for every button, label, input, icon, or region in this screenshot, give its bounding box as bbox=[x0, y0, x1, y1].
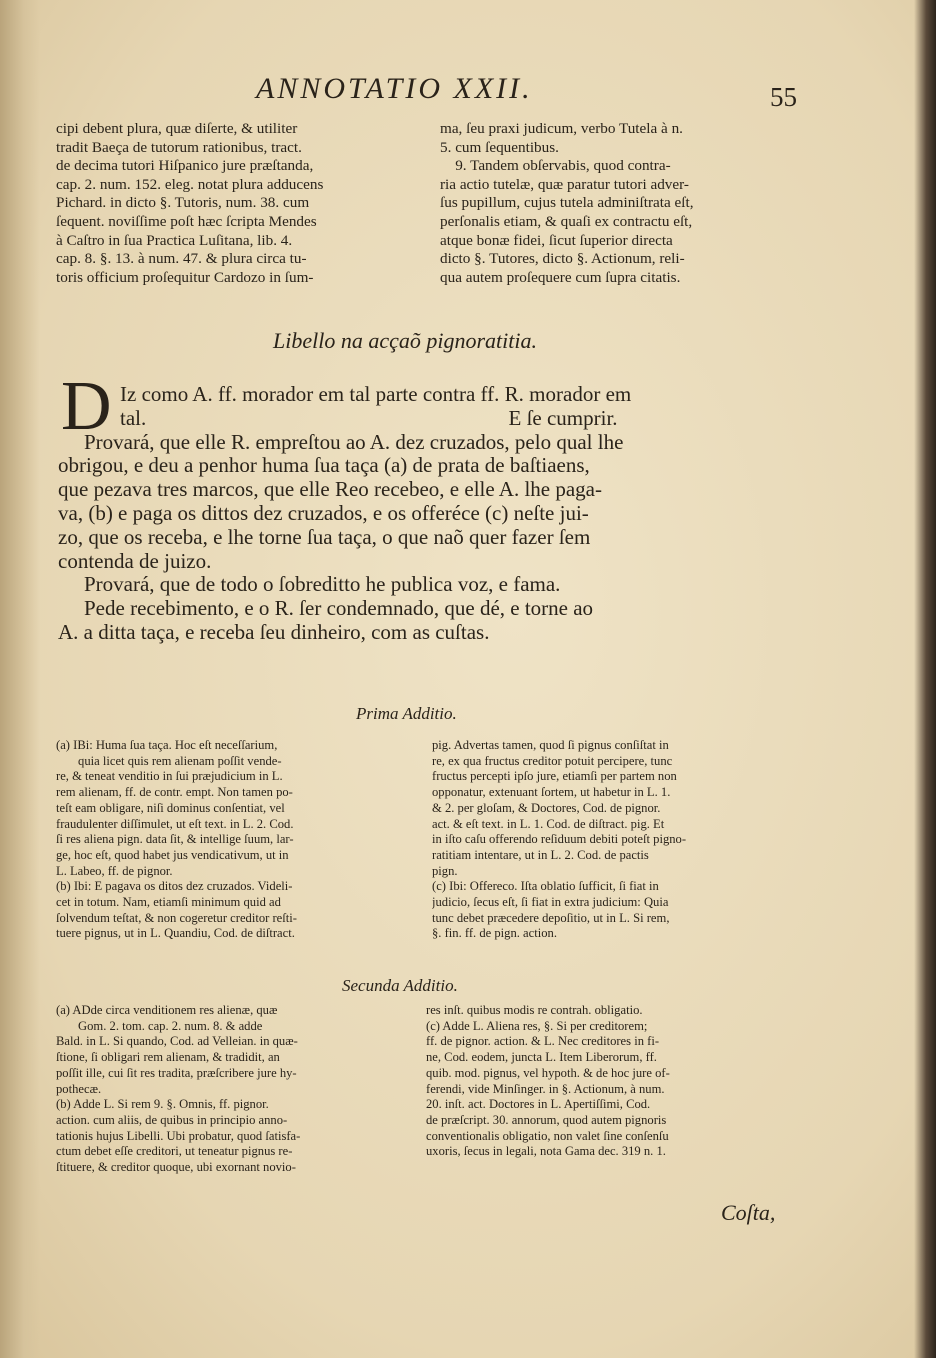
text-line: §. fin. ff. de pign. action. bbox=[432, 926, 557, 941]
drop-cap: D bbox=[61, 368, 112, 445]
text-line: dicto §. Tutores, dicto §. Actionum, reli- bbox=[440, 250, 685, 268]
libello-line: Iz como A. ff. morador em tal parte contra ff. R. morador em bbox=[120, 382, 632, 406]
text-line: perſonalis etiam, & quaſi ex contractu eſt, bbox=[440, 212, 693, 230]
second-addition-title: Secunda Additio. bbox=[342, 976, 458, 995]
first-addition-title: Prima Additio. bbox=[356, 704, 457, 723]
text-line: ff. de pignor. action. & L. Nec creditores in fi- bbox=[426, 1034, 660, 1049]
text-line: poſſit ille, cui ſit res tradita, præſcribere jure hy- bbox=[56, 1065, 297, 1080]
text-line: re, ex qua fructus creditor potuit percipere, tunc bbox=[432, 753, 673, 768]
page-number: 55 bbox=[770, 82, 797, 112]
text-line: de decima tutori Hiſpanico jure præſtanda, bbox=[56, 157, 314, 175]
text-line: Gom. 2. tom. cap. 2. num. 8. & adde bbox=[56, 1018, 263, 1033]
text-line: pign. bbox=[432, 863, 458, 878]
text-line: cap. 8. §. 13. à num. 47. & plura circa tu- bbox=[56, 250, 307, 268]
catchword: Coſta, bbox=[721, 1200, 776, 1225]
text-line: cet in totum. Nam, etiamſi minimum quid ad bbox=[56, 895, 281, 910]
text-line: tationis hujus Libelli. Ubi probatur, quod ſatisfa- bbox=[56, 1128, 301, 1143]
libello-line: obrigou, e deu a penhor huma ſua taça (a) de prata de baſtiaens, bbox=[58, 453, 590, 478]
text-line: ſequent. noviſſime poſt hæc ſcripta Mendes bbox=[56, 212, 317, 230]
text-line: 5. cum ſequentibus. bbox=[440, 138, 559, 156]
first-addition-left-column bbox=[56, 738, 416, 942]
text-line: fraudulenter diſſimulet, ut eſt text. in L. 2. Cod. bbox=[56, 816, 294, 831]
libello-line: Provará, que de todo o ſobreditto he publica voz, e fama. bbox=[84, 572, 561, 597]
text-line: toris officium proſequitur Cardozo in ſum- bbox=[56, 268, 314, 286]
libello-body bbox=[58, 383, 802, 645]
text-line: (b) Ibi: E pagava os ditos dez cruzados. Videli- bbox=[56, 879, 293, 894]
libello-line: tal. E ſe cumprir. bbox=[120, 405, 618, 430]
libello-line: A. a ditta taça, e receba ſeu dinheiro, com as cuſtas. bbox=[58, 619, 490, 644]
text-line: 9. Tandem obſervabis, quod contra- bbox=[440, 157, 671, 175]
text-line: 20. inſt. act. Doctores in L. Apertiſſimi, Cod. bbox=[426, 1097, 651, 1112]
text-line: (c) Ibi: Offereco. Iſta oblatio ſufficit, ſi fiat in bbox=[432, 879, 659, 894]
second-addition-left-column bbox=[56, 1003, 416, 1176]
text-line: ratitiam intentare, ut in L. 2. Cod. de pactis bbox=[432, 847, 649, 862]
text-line: Bald. in L. Si quando, Cod. ad Velleian. in quæ- bbox=[56, 1034, 298, 1049]
top-left-column bbox=[56, 120, 428, 287]
text-line: ſi res aliena pign. data ſit, & intellige ſuum, lar- bbox=[56, 832, 294, 847]
text-line: ge, hoc eſt, quod habet jus vendicativum, ut in bbox=[56, 847, 289, 862]
page-header bbox=[0, 70, 936, 110]
text-line: judicio, ſecus eſt, ſi fiat in extra judicium: Quia bbox=[432, 895, 669, 910]
text-line: ne, Cod. eodem, juncta L. Item Liberorum, ff. bbox=[426, 1050, 657, 1065]
libello-line: zo, que os receba, e lhe torne ſua taça, o que naõ quer fazer ſem bbox=[58, 524, 591, 549]
libello-line: Pede recebimento, e o R. ſer condemnado, que dé, e torne ao bbox=[84, 596, 594, 621]
text-line: qua autem proſequere cum ſupra citatis. bbox=[440, 268, 681, 286]
text-line: pig. Advertas tamen, quod ſi pignus conſiſtat in bbox=[432, 738, 669, 752]
text-line: pothecæ. bbox=[56, 1081, 102, 1096]
text-line: (a) ADde circa venditionem res alienæ, quæ bbox=[56, 1003, 278, 1017]
text-line: ma, ſeu praxi judicum, verbo Tutela à n. bbox=[440, 120, 683, 137]
text-line: ſtituere, & creditor quoque, ubi exornant novio- bbox=[56, 1160, 296, 1175]
text-line: ſus pupillum, cujus tutela adminiſtrata eſt, bbox=[440, 194, 694, 212]
page-edge-shadow bbox=[914, 0, 936, 1358]
libello-line: contenda de juizo. bbox=[58, 548, 212, 573]
top-right-column bbox=[440, 120, 818, 287]
text-line: rem alienam, ff. de contr. empt. Non tamen po- bbox=[56, 785, 293, 800]
text-line: opponatur, extenuant ſortem, ut habetur in L. 1. bbox=[432, 785, 671, 800]
text-line: ſtione, ſi obligari rem alienam, & tradidit, an bbox=[56, 1050, 280, 1065]
book-spine-shadow bbox=[0, 0, 40, 1358]
text-line: quib. mod. pignus, vel hypoth. & de hoc jure of- bbox=[426, 1065, 670, 1080]
libello-line: que pezava tres marcos, que elle Reo recebeo, e elle A. lhe paga- bbox=[58, 477, 602, 502]
text-line: action. cum aliis, de quibus in principio anno- bbox=[56, 1112, 288, 1127]
text-line: conventionalis obligatio, non valet ſine conſenſu bbox=[426, 1128, 669, 1143]
text-line: quia licet quis rem alienam poſſit vende- bbox=[56, 753, 282, 768]
text-line: teſt eam obligare, niſi dominus conſentiat, vel bbox=[56, 800, 285, 815]
text-line: ctum debet eſſe creditori, ut teneatur pignus re- bbox=[56, 1144, 293, 1159]
text-line: tradit Baeça de tutorum rationibus, tract. bbox=[56, 138, 302, 156]
text-line: L. Labeo, ff. de pignor. bbox=[56, 863, 173, 878]
libello-line: va, (b) e paga os dittos dez cruzados, e os offeréce (c) neſte jui- bbox=[58, 500, 589, 525]
section-title: Libello na acçaõ pignoratitia. bbox=[273, 328, 537, 353]
text-line: Pichard. in dicto §. Tutoris, num. 38. cum bbox=[56, 194, 310, 212]
text-line: atque bonæ fidei, ſicut ſuperior directa bbox=[440, 231, 673, 249]
text-line: cap. 2. num. 152. eleg. notat plura adducens bbox=[56, 175, 324, 193]
text-line: ria actio tutelæ, quæ paratur tutori adver- bbox=[440, 175, 689, 193]
text-line: tunc debet præcedere depoſitio, ut in L. Si rem, bbox=[432, 910, 670, 925]
text-line: in iſto caſu offerendo reſiduum debiti poteſt pigno- bbox=[432, 832, 687, 847]
text-line: (c) Adde L. Aliena res, §. Si per creditorem; bbox=[426, 1018, 648, 1033]
running-title: ANNOTATIO XXII. bbox=[256, 72, 533, 105]
text-line: (a) IBi: Huma ſua taça. Hoc eſt neceſſarium, bbox=[56, 738, 278, 752]
text-line: de præſcript. 30. annorum, quod autem pignoris bbox=[426, 1112, 667, 1127]
text-line: act. & eſt text. in L. 1. Cod. de diſtract. pig. Et bbox=[432, 816, 665, 831]
second-addition-right-column bbox=[426, 1003, 798, 1160]
text-line: tuere pignus, ut in L. Quandiu, Cod. de diſtract. bbox=[56, 926, 295, 941]
first-addition-right-column bbox=[432, 738, 796, 942]
text-line: (b) Adde L. Si rem 9. §. Omnis, ff. pignor. bbox=[56, 1097, 269, 1112]
text-line: res inſt. quibus modis re contrah. obligatio. bbox=[426, 1003, 643, 1017]
text-line: ſolvendum teſtat, & non cogeretur creditor reſti- bbox=[56, 910, 297, 925]
text-line: ferendi, vide Minſinger. in §. Actionum, à num. bbox=[426, 1081, 665, 1096]
text-line: & 2. per gloſam, & Doctores, Cod. de pignor. bbox=[432, 800, 661, 815]
libello-line: Provará, que elle R. empreſtou ao A. dez cruzados, pelo qual lhe bbox=[84, 429, 624, 454]
text-line: à Caſtro in ſua Practica Luſitana, lib. 4. bbox=[56, 231, 293, 249]
text-line: re, & teneat venditio in ſui præjudicium in L. bbox=[56, 769, 283, 784]
text-line: fructus percepti ipſo jure, etiamſi per partem non bbox=[432, 769, 677, 784]
text-line: cipi debent plura, quæ diſerte, & utiliter bbox=[56, 120, 298, 137]
text-line: uxoris, ſecus in legali, nota Gama dec. 319 n. 1. bbox=[426, 1144, 666, 1159]
